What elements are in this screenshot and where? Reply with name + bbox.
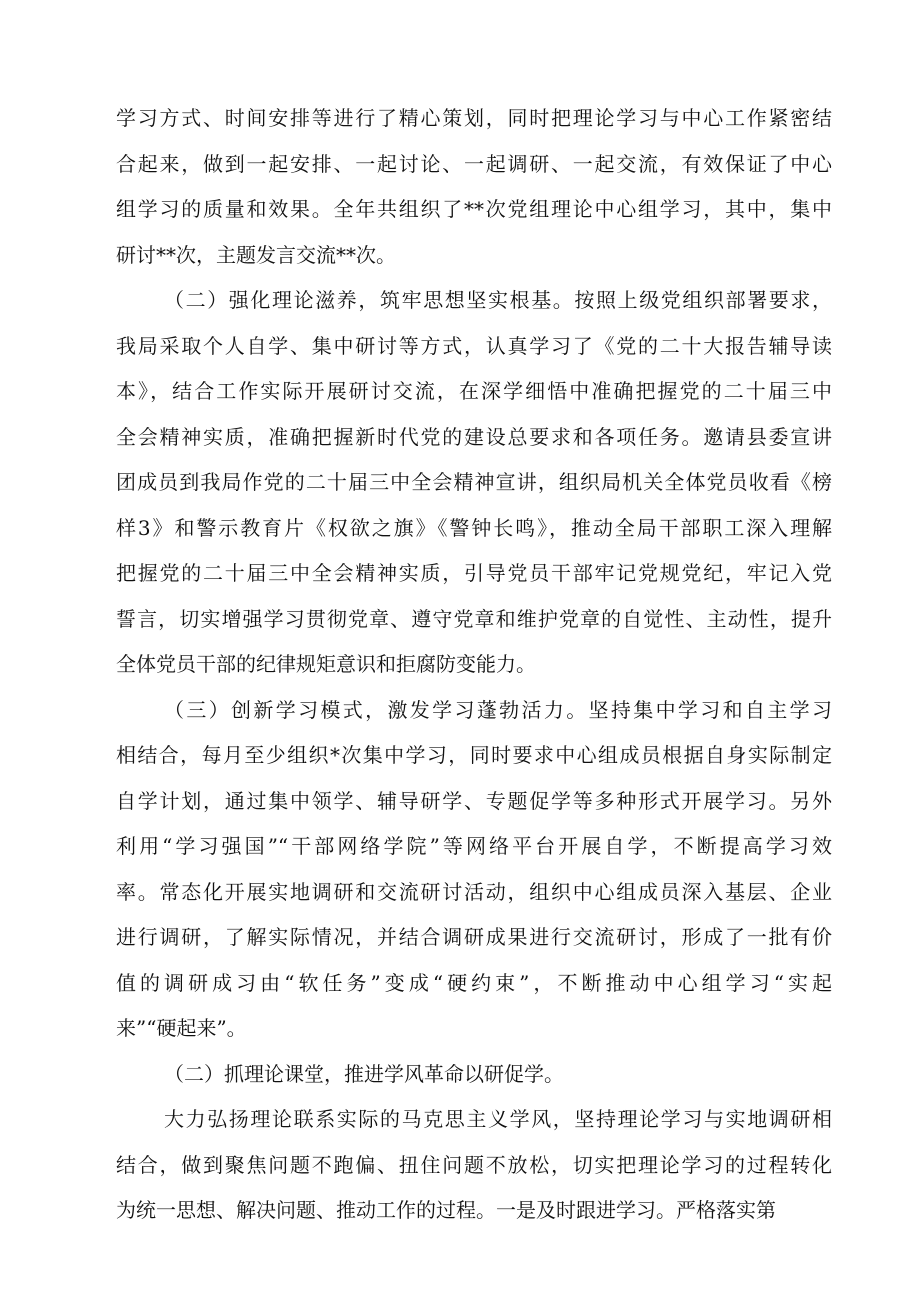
text-line: 本》，结合工作实际开展研讨交流，在深学细悟中准确把握党的二十届三中 <box>116 379 832 403</box>
paragraph-p4 <box>116 1052 832 1098</box>
text-line: 合起来，做到一起安排、一起讨论、一起调研、一起交流，有效保证了中心 <box>116 151 832 176</box>
text-line: （三）创新学习模式，激发学习蓬勃活力。坚持集中学习和自主学习 <box>164 697 832 722</box>
text-line: 学习方式、时间安排等进行了精心策划，同时把理论学习与中心工作紧密结 <box>116 106 832 130</box>
text-line: 全体党员干部的纪律规矩意识和拒腐防变能力。 <box>116 652 536 676</box>
text-line: 利用“学习强国”“干部网络学院”等网络平台开展自学，不断提高学习效 <box>116 834 832 858</box>
text-line: 结合，做到聚焦问题不跑偏、扭住问题不放松，切实把理论学习的过程转化 <box>116 1152 832 1177</box>
text-line: 来”“硬起来”。 <box>116 1016 247 1040</box>
text-line: 研讨**次，主题发言交流**次。 <box>116 242 396 267</box>
text-line: 率。常态化开展实地调研和交流研讨活动，组织中心组成员深入基层、企业 <box>116 879 832 904</box>
document-body <box>116 96 832 1234</box>
paragraph-p2 <box>116 278 832 688</box>
text-line: 我局采取个人自学、集中研讨等方式，认真学习了《党的二十大报告辅导读 <box>116 333 832 358</box>
paragraph-p5 <box>116 1097 832 1234</box>
text-line: 全会精神实质，准确把握新时代党的建设总要求和各项任务。邀请县委宣讲 <box>116 424 832 449</box>
text-line: 为统一思想、解决问题、推动工作的过程。一是及时跟进学习。严格落实第 <box>116 1198 776 1222</box>
text-line: 样3》和警示教育片《权欲之旗》《警钟长鸣》，推动全局干部职工深入理解 <box>116 515 832 540</box>
text-line: 把握党的二十届三中全会精神实质，引导党员干部牢记党规党纪，牢记入党 <box>116 561 832 585</box>
text-line: 进行调研，了解实际情况，并结合调研成果进行交流研讨，形成了一批有价 <box>116 925 832 949</box>
paragraph-p3 <box>116 688 832 1052</box>
paragraph-p1 <box>116 96 832 278</box>
text-line: （二）强化理论滋养，筑牢思想坚实根基。按照上级党组织部署要求， <box>164 288 832 312</box>
text-line: 团成员到我局作党的二十届三中全会精神宣讲，组织局机关全体党员收看《榜 <box>116 470 832 494</box>
text-line: （二）抓理论课堂，推进学风革命以研促学。 <box>164 1061 564 1086</box>
text-line: 大力弘扬理论联系实际的马克思主义学风，坚持理论学习与实地调研相 <box>164 1107 832 1131</box>
text-line: 自学计划，通过集中领学、辅导研学、专题促学等多种形式开展学习。另外 <box>116 788 832 813</box>
text-line: 誓言，切实增强学习贯彻党章、遵守党章和维护党章的自觉性、主动性，提升 <box>116 606 832 631</box>
text-line: 组学习的质量和效果。全年共组织了**次党组理论中心组学习，其中，集中 <box>116 197 832 221</box>
text-line: 相结合，每月至少组织*次集中学习，同时要求中心组成员根据自身实际制定 <box>116 743 832 767</box>
text-line: 值的调研成习由“软任务”变成“硬约束”，不断推动中心组学习“实起 <box>116 970 832 995</box>
